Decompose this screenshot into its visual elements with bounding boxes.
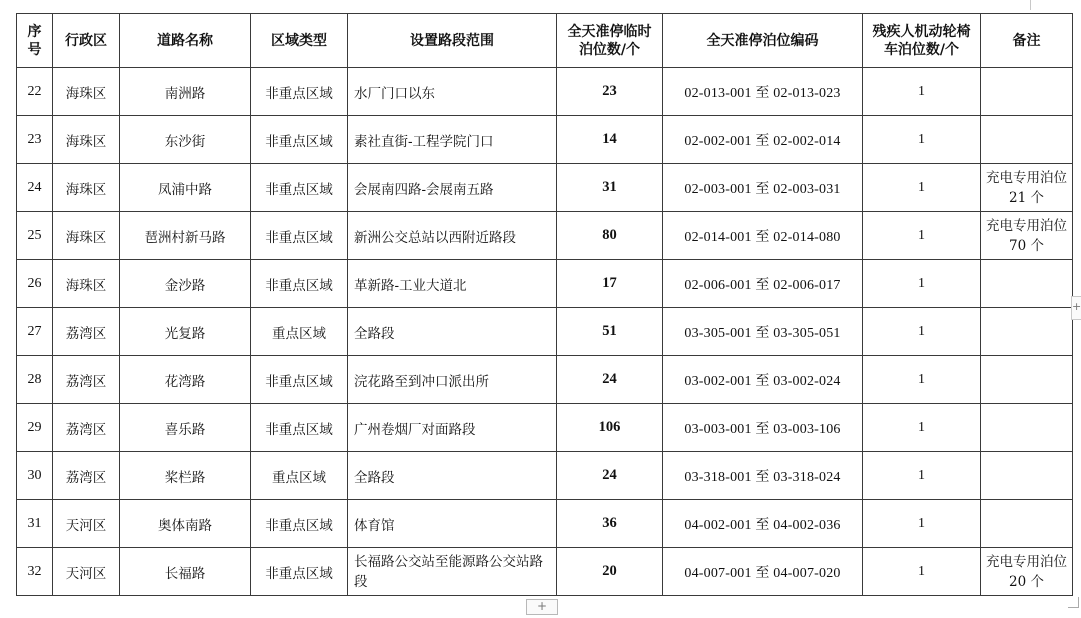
cell-count[interactable]: 80 [557, 212, 663, 260]
cell-no[interactable]: 30 [17, 452, 53, 500]
cell-district[interactable]: 荔湾区 [53, 356, 120, 404]
cell-note[interactable] [981, 500, 1073, 548]
cell-disabled[interactable]: 1 [863, 212, 981, 260]
header-range: 设置路段范围 [348, 14, 557, 68]
cell-zone[interactable]: 非重点区域 [251, 116, 348, 164]
cell-count[interactable]: 31 [557, 164, 663, 212]
cell-no[interactable]: 22 [17, 68, 53, 116]
cell-district[interactable]: 海珠区 [53, 260, 120, 308]
cell-no[interactable]: 29 [17, 404, 53, 452]
cell-no[interactable]: 27 [17, 308, 53, 356]
table-row [17, 308, 1073, 356]
cell-no[interactable]: 24 [17, 164, 53, 212]
table-row [17, 356, 1073, 404]
cell-disabled[interactable]: 1 [863, 116, 981, 164]
cell-range[interactable]: 全路段 [348, 452, 557, 500]
cell-count[interactable]: 20 [557, 548, 663, 596]
cell-district[interactable]: 荔湾区 [53, 308, 120, 356]
parking-table [16, 13, 1073, 596]
cell-count[interactable]: 17 [557, 260, 663, 308]
cell-zone[interactable]: 非重点区域 [251, 404, 348, 452]
cell-range[interactable]: 全路段 [348, 308, 557, 356]
cell-disabled[interactable]: 1 [863, 308, 981, 356]
cell-note[interactable]: 充电专用泊位 20 个 [981, 548, 1073, 596]
cell-zone[interactable]: 非重点区域 [251, 164, 348, 212]
cell-note[interactable] [981, 308, 1073, 356]
cell-disabled[interactable]: 1 [863, 548, 981, 596]
table-row [17, 260, 1073, 308]
cell-range[interactable]: 体育馆 [348, 500, 557, 548]
cell-count[interactable]: 14 [557, 116, 663, 164]
cell-road[interactable]: 琶洲村新马路 [120, 212, 251, 260]
cell-range[interactable]: 素社直街-工程学院门口 [348, 116, 557, 164]
cell-note[interactable] [981, 452, 1073, 500]
cell-disabled[interactable]: 1 [863, 260, 981, 308]
cell-range[interactable]: 长福路公交站至能源路公交站路段 [348, 548, 557, 596]
cell-disabled[interactable]: 1 [863, 356, 981, 404]
cell-note[interactable] [981, 260, 1073, 308]
header-road: 道路名称 [120, 14, 251, 68]
cell-note[interactable] [981, 404, 1073, 452]
header-count: 全天准停临时泊位数/个 [557, 14, 663, 68]
cell-road[interactable]: 东沙街 [120, 116, 251, 164]
cell-zone[interactable]: 非重点区域 [251, 68, 348, 116]
cell-zone[interactable]: 重点区域 [251, 308, 348, 356]
cell-district[interactable]: 海珠区 [53, 68, 120, 116]
cell-zone[interactable]: 非重点区域 [251, 260, 348, 308]
cell-note[interactable] [981, 68, 1073, 116]
table-row [17, 116, 1073, 164]
cell-district[interactable]: 荔湾区 [53, 404, 120, 452]
cell-code[interactable]: 03-305-001 至 03-305-051 [663, 308, 863, 356]
cell-count[interactable]: 24 [557, 452, 663, 500]
table-row [17, 68, 1073, 116]
cell-road[interactable]: 光复路 [120, 308, 251, 356]
cell-range[interactable]: 水厂门口以东 [348, 68, 557, 116]
cell-zone[interactable]: 非重点区域 [251, 356, 348, 404]
cell-disabled[interactable]: 1 [863, 404, 981, 452]
cell-road[interactable]: 凤浦中路 [120, 164, 251, 212]
cell-count[interactable]: 51 [557, 308, 663, 356]
cell-disabled[interactable]: 1 [863, 164, 981, 212]
cell-no[interactable]: 26 [17, 260, 53, 308]
cell-district[interactable]: 天河区 [53, 500, 120, 548]
cell-district[interactable]: 海珠区 [53, 116, 120, 164]
cell-note[interactable]: 充电专用泊位 21 个 [981, 164, 1073, 212]
table-header-row [17, 14, 1073, 68]
header-zone: 区域类型 [251, 14, 348, 68]
cell-code[interactable]: 02-014-001 至 02-014-080 [663, 212, 863, 260]
cell-road[interactable]: 桨栏路 [120, 452, 251, 500]
cell-count[interactable]: 36 [557, 500, 663, 548]
cell-count[interactable]: 23 [557, 68, 663, 116]
top-ruler-mark [1030, 0, 1031, 10]
table-row [17, 452, 1073, 500]
cell-disabled[interactable]: 1 [863, 500, 981, 548]
cell-code[interactable]: 04-002-001 至 04-002-036 [663, 500, 863, 548]
cell-zone[interactable]: 重点区域 [251, 452, 348, 500]
cell-road[interactable]: 花湾路 [120, 356, 251, 404]
add-row-button[interactable]: + [526, 599, 558, 615]
cell-code[interactable]: 02-006-001 至 02-006-017 [663, 260, 863, 308]
cell-code[interactable]: 02-003-001 至 02-003-031 [663, 164, 863, 212]
cell-note[interactable] [981, 116, 1073, 164]
cell-zone[interactable]: 非重点区域 [251, 500, 348, 548]
cell-code[interactable]: 02-013-001 至 02-013-023 [663, 68, 863, 116]
header-code: 全天准停泊位编码 [663, 14, 863, 68]
cell-disabled[interactable]: 1 [863, 68, 981, 116]
cell-code[interactable]: 04-007-001 至 04-007-020 [663, 548, 863, 596]
cell-no[interactable]: 28 [17, 356, 53, 404]
cell-no[interactable]: 31 [17, 500, 53, 548]
table-resize-handle[interactable] [1068, 597, 1079, 608]
cell-range[interactable]: 浣花路至到冲口派出所 [348, 356, 557, 404]
cell-note[interactable] [981, 356, 1073, 404]
cell-count[interactable]: 24 [557, 356, 663, 404]
cell-range[interactable]: 革新路-工业大道北 [348, 260, 557, 308]
cell-road[interactable]: 长福路 [120, 548, 251, 596]
cell-range[interactable]: 会展南四路-会展南五路 [348, 164, 557, 212]
cell-zone[interactable]: 非重点区域 [251, 212, 348, 260]
cell-road[interactable]: 金沙路 [120, 260, 251, 308]
cell-code[interactable]: 02-002-001 至 02-002-014 [663, 116, 863, 164]
table-row [17, 164, 1073, 212]
cell-district[interactable]: 海珠区 [53, 164, 120, 212]
header-no: 序号 [17, 14, 53, 68]
cell-road[interactable]: 喜乐路 [120, 404, 251, 452]
cell-road[interactable]: 南洲路 [120, 68, 251, 116]
cell-code[interactable]: 03-003-001 至 03-003-106 [663, 404, 863, 452]
add-column-button[interactable]: + [1071, 296, 1081, 320]
table-row [17, 212, 1073, 260]
cell-no[interactable]: 32 [17, 548, 53, 596]
cell-no[interactable]: 25 [17, 212, 53, 260]
cell-range[interactable]: 广州卷烟厂对面路段 [348, 404, 557, 452]
cell-zone[interactable]: 非重点区域 [251, 548, 348, 596]
header-note: 备注 [981, 14, 1073, 68]
cell-road[interactable]: 奥体南路 [120, 500, 251, 548]
table-row [17, 500, 1073, 548]
cell-district[interactable]: 天河区 [53, 548, 120, 596]
cell-count[interactable]: 106 [557, 404, 663, 452]
cell-note[interactable]: 充电专用泊位 70 个 [981, 212, 1073, 260]
table-row [17, 548, 1073, 596]
cell-disabled[interactable]: 1 [863, 452, 981, 500]
header-district: 行政区 [53, 14, 120, 68]
header-disabled: 残疾人机动轮椅车泊位数/个 [863, 14, 981, 68]
cell-district[interactable]: 荔湾区 [53, 452, 120, 500]
table-row [17, 404, 1073, 452]
cell-no[interactable]: 23 [17, 116, 53, 164]
cell-code[interactable]: 03-002-001 至 03-002-024 [663, 356, 863, 404]
cell-range[interactable]: 新洲公交总站以西附近路段 [348, 212, 557, 260]
cell-district[interactable]: 海珠区 [53, 212, 120, 260]
cell-code[interactable]: 03-318-001 至 03-318-024 [663, 452, 863, 500]
